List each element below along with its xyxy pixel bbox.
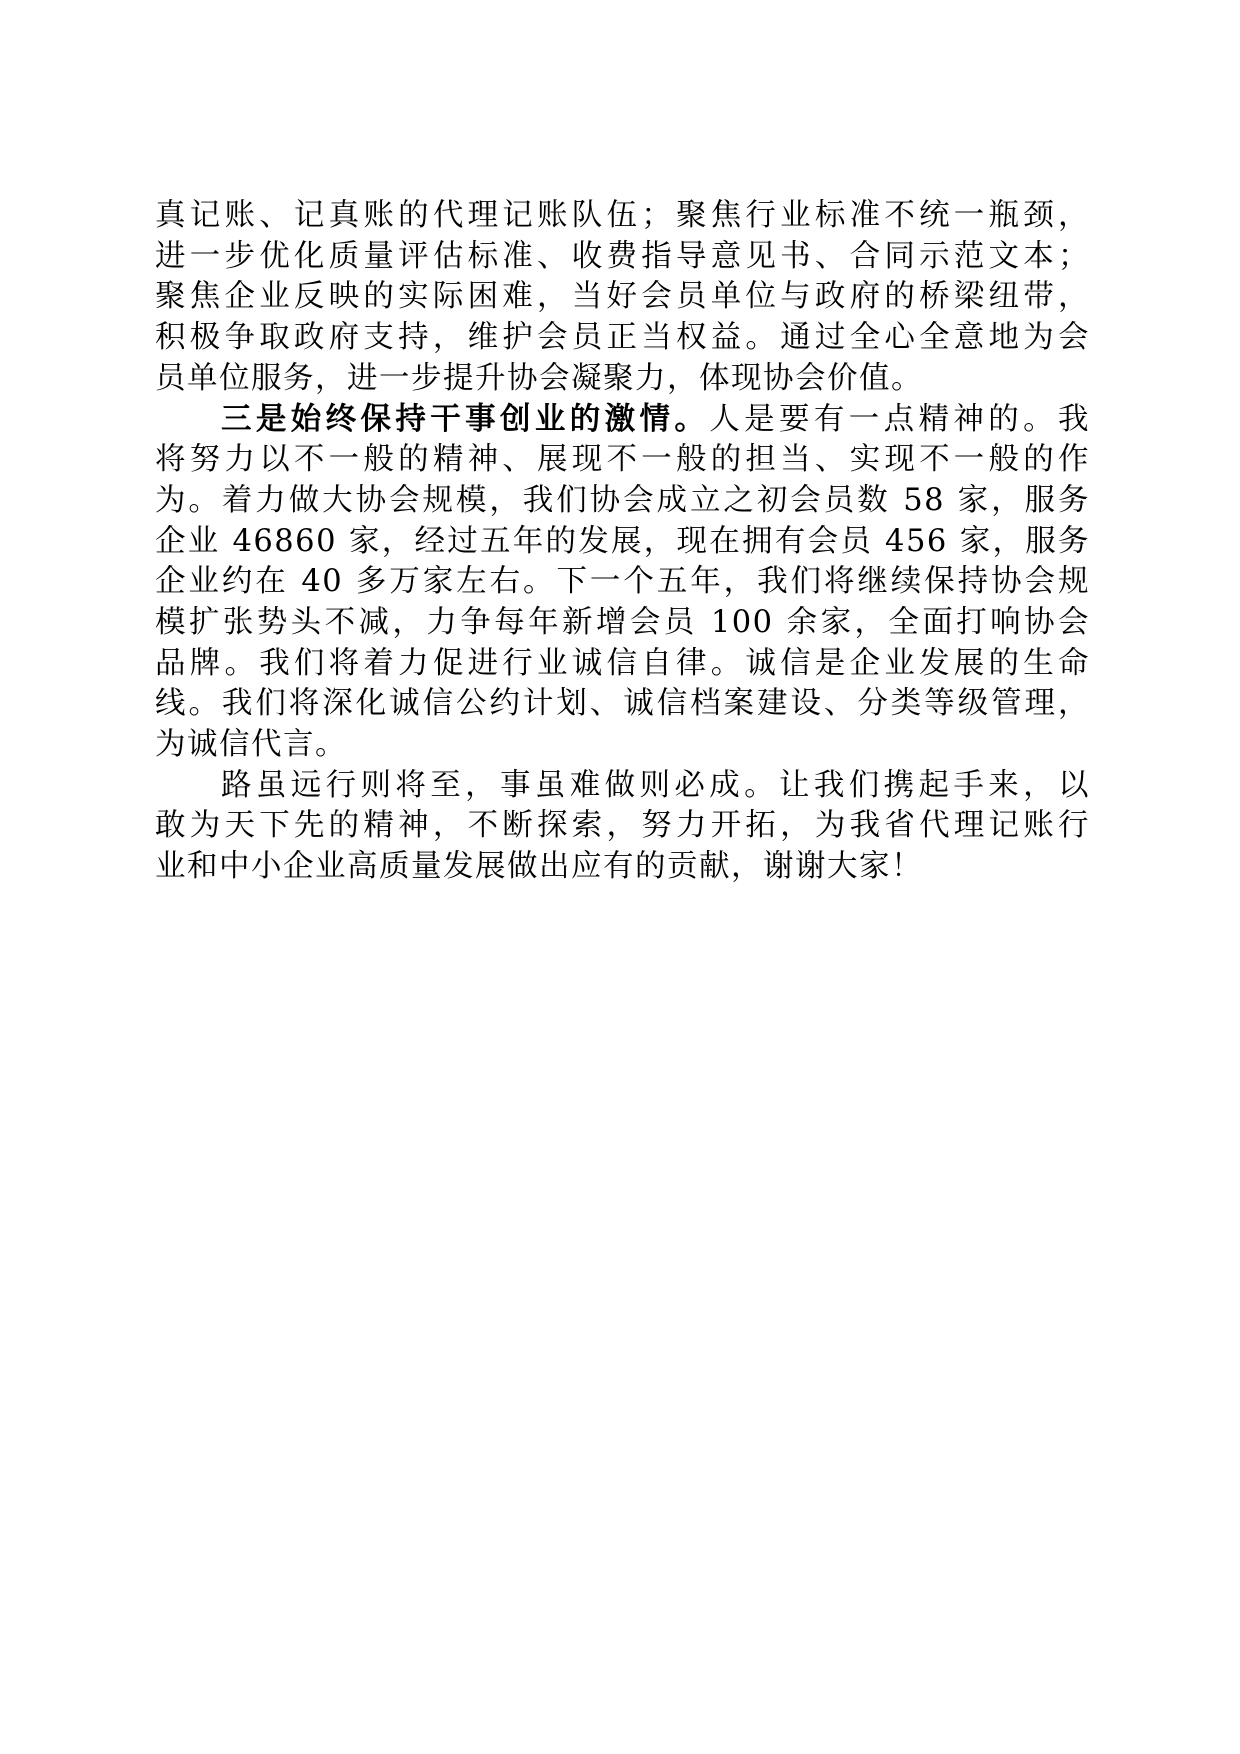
paragraph-line: 为诚信代言。	[155, 726, 347, 762]
paragraph-line: 线。我们将深化诚信公约计划、诚信档案建设、分类等级管理，	[155, 686, 1090, 722]
paragraph-line: 将努力以不一般的精神、展现不一般的担当、实现不一般的作	[155, 442, 1090, 478]
paragraph-line: 业和中小企业高质量发展做出应有的贡献，谢谢大家！	[155, 849, 923, 884]
paragraph-line: 聚焦企业反映的实际困难，当好会员单位与政府的桥梁纽带，	[155, 279, 1090, 315]
paragraph-line-rest: 人是要有一点精神的。我	[709, 402, 1090, 438]
paragraph-3	[155, 766, 1090, 888]
paragraph-line: 进一步优化质量评估标准、收费指导意见书、合同示范文本；	[155, 238, 1090, 274]
paragraph-line: 积极争取政府支持，维护会员正当权益。通过全心全意地为会	[155, 320, 1090, 356]
paragraph-first-line: 路虽远行则将至，事虽难做则必成。让我们携起手来，以	[221, 767, 1090, 803]
paragraph-line: 企业约在 40 多万家左右。下一个五年，我们将继续保持协会规	[155, 564, 1090, 600]
paragraph-first-line	[155, 399, 1090, 440]
section-heading: 三是始终保持干事创业的激情。	[221, 401, 710, 438]
paragraph-line: 企业 46860 家，经过五年的发展，现在拥有会员 456 家，服务	[155, 523, 1090, 559]
paragraph-line: 品牌。我们将着力促进行业诚信自律。诚信是企业发展的生命	[155, 645, 1090, 681]
paragraph-line: 模扩张势头不减，力争每年新增会员 100 余家，全面打响协会	[155, 604, 1090, 640]
paragraph-2	[155, 399, 1090, 765]
body-text	[155, 196, 1090, 888]
paragraph-line: 为。着力做大协会规模，我们协会成立之初会员数 58 家，服务	[155, 482, 1090, 518]
paragraph-line: 真记账、记真账的代理记账队伍；聚焦行业标准不统一瓶颈，	[155, 198, 1090, 233]
paragraph-1	[155, 196, 1090, 399]
paragraph-line: 员单位服务，进一步提升协会凝聚力，体现协会价值。	[155, 360, 923, 396]
paragraph-line: 敢为天下先的精神，不断探索，努力开拓，为我省代理记账行	[155, 808, 1090, 844]
